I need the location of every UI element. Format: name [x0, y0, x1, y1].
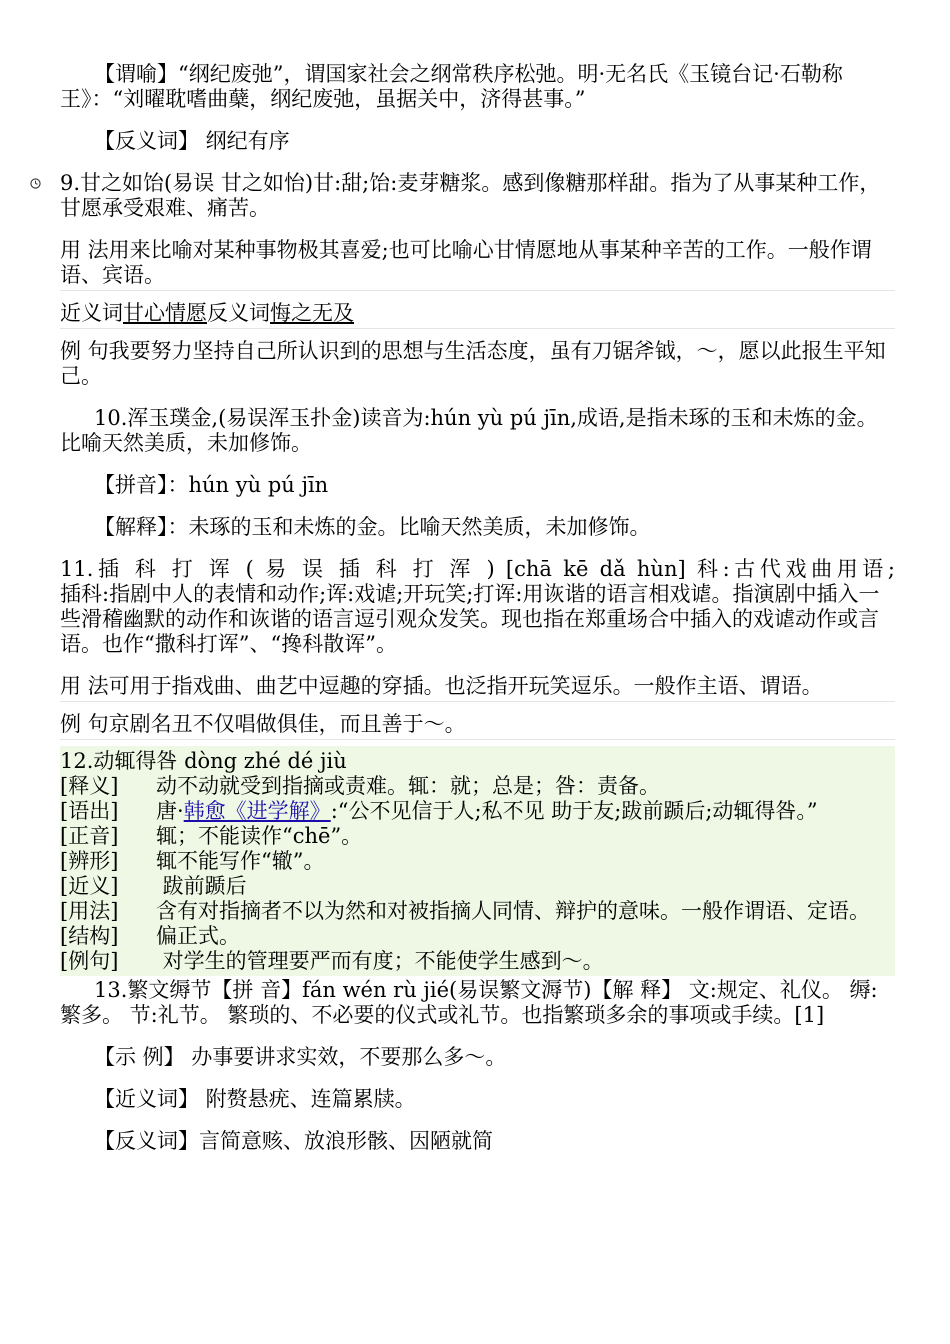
source-quote: :“公不见信于人;私不见 助于友;跋前踬后;动辄得咎。”	[330, 799, 818, 823]
antonym-link[interactable]: 悔之无及	[270, 301, 354, 325]
item-12-usage	[60, 899, 895, 924]
item-11-example: 例 句京剧名丑不仅唱做俱佳，而且善于～。	[60, 712, 895, 740]
paragraph-metaphor: 【谓喻】“纲纪废弛”，谓国家社会之纲常秩序松弛。明·无名氏《玉镜台记·石勒称王》：“刘曜耽嗜曲蘖，纲纪废弛，虽据关中，济得甚事。”	[60, 62, 843, 111]
item-11-heading: 11.插 科 打 诨 ( 易 误 插 科 打 浑 ) [chā kē dǎ hùn] 科:古代戏曲用语;	[60, 557, 895, 581]
document-page	[60, 62, 895, 1154]
usage-value: 含有对指摘者不以为然和对被指摘人同情、辩护的意味。一般作谓语、定语。	[156, 899, 870, 923]
item-12-meaning	[60, 774, 895, 799]
item-12-box	[60, 746, 895, 976]
paragraph-antonym: 【反义词】 纲纪有序	[94, 129, 290, 153]
example-value: 对学生的管理要严而有度；不能使学生感到～。	[156, 949, 604, 973]
item-9-example: 例 句我要努力坚持自己所认识到的思想与生活态度，虽有刀锯斧钺，～，愿以此报生平知己。	[60, 339, 886, 388]
pronunciation-label: [正音]	[60, 824, 119, 848]
example-label: [例句]	[60, 949, 119, 973]
form-value: 辄不能写作“辙”。	[156, 849, 325, 873]
form-label: [辨形]	[60, 849, 119, 873]
source-prefix: 唐·	[156, 799, 184, 823]
synonym-label: [近义]	[60, 874, 119, 898]
item-9-usage: 用 法用来比喻对某种事物极其喜爱;也可比喻心甘情愿地从事某种辛苦的工作。一般作谓语、宾语。	[60, 238, 895, 291]
item-10-explanation: 【解释】：未琢的玉和未炼的金。比喻天然美质，未加修饰。	[94, 515, 651, 539]
clock-icon	[30, 178, 41, 189]
structure-label: [结构]	[60, 924, 119, 948]
structure-value: 偏正式。	[156, 924, 240, 948]
item-10-definition: 10.浑玉璞金,(易误浑玉扑金)读音为:hún yù pú jīn,成语,是指未琢的玉和未炼的金。比喻天然美质，未加修饰。	[60, 406, 878, 455]
synonym-value: 跋前踬后	[156, 874, 247, 898]
item-13-definition: 13.繁文缛节【拼 音】fán wén rù jié(易误繁文溽节)【解 释】 文:规定、礼仪。 缛:繁多。 节:礼节。 繁琐的、不必要的仪式或礼节。也指繁琐多余的事项或手续。[1]	[60, 978, 878, 1027]
meaning-label: [释义]	[60, 774, 119, 798]
source-label: [语出]	[60, 799, 119, 823]
item-9-synonyms	[60, 301, 895, 329]
synonym-link[interactable]: 甘心情愿	[123, 301, 207, 325]
synonym-label: 近义词	[60, 301, 123, 325]
item-12-title: 12.动辄得咎 dòng zhé dé jiù	[60, 749, 347, 773]
item-13-synonym: 【近义词】 附赘悬疣、连篇累牍。	[94, 1087, 416, 1111]
item-13-example: 【示 例】 办事要讲求实效，不要那么多～。	[94, 1045, 507, 1069]
item-12-example	[60, 949, 895, 974]
antonym-label: 反义词	[207, 301, 270, 325]
item-13-antonym: 【反义词】言简意赅、放浪形骸、因陋就简	[94, 1129, 493, 1153]
usage-label: [用法]	[60, 899, 119, 923]
pronunciation-value: 辄；不能读作“chē”。	[156, 824, 363, 848]
item-11-usage: 用 法可用于指戏曲、曲艺中逗趣的穿插。也泛指开玩笑逗乐。一般作主语、谓语。	[60, 674, 895, 702]
item-12-form	[60, 849, 895, 874]
source-link[interactable]: 韩愈《进学解》	[183, 799, 331, 823]
item-11-definition: 插科:指剧中人的表情和动作;诨:戏谑;开玩笑;打诨:用诙谐的语言相戏谑。指演剧中插入一些滑稽幽默的动作和诙谐的语言逗引观众发笑。现也指在郑重场合中插入的戏谑动作或言语。也作“撒科打诨”、“搀科散诨”。	[60, 582, 880, 656]
item-12-source	[60, 799, 895, 824]
meaning-value: 动不动就受到指摘或责难。辄：就；总是；咎：责备。	[156, 774, 660, 798]
item-10-pinyin: 【拼音】：hún yù pú jīn	[94, 473, 329, 497]
item-9-definition: 9.甘之如饴(易误 甘之如怡)甘:甜;饴:麦芽糖浆。感到像糖那样甜。指为了从事某种工作，甘愿承受艰难、痛苦。	[60, 171, 881, 220]
item-12-structure	[60, 924, 895, 949]
item-12-synonym	[60, 874, 895, 899]
item-12-pronunciation	[60, 824, 895, 849]
item-9	[60, 171, 895, 221]
